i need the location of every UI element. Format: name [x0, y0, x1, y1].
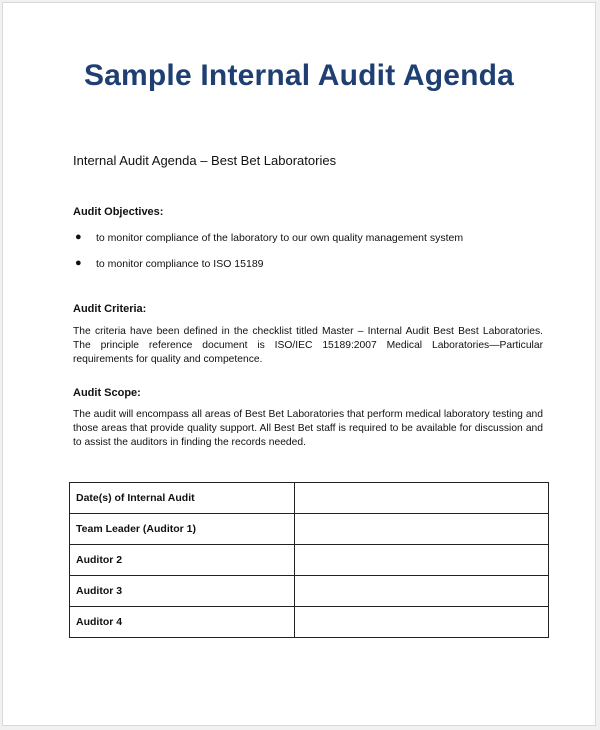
- criteria-heading: Audit Criteria:: [73, 303, 147, 315]
- row-label: Team Leader (Auditor 1): [70, 514, 295, 545]
- table-row: [70, 576, 549, 607]
- row-value-cell[interactable]: [295, 545, 549, 576]
- row-label: Auditor 2: [70, 545, 295, 576]
- objective-text: to monitor compliance to ISO 15189: [96, 258, 264, 270]
- table-row: [70, 483, 549, 514]
- document-page: [2, 2, 596, 726]
- table-row: [70, 514, 549, 545]
- bullet-icon: ●: [75, 257, 82, 269]
- row-label: Auditor 4: [70, 607, 295, 638]
- row-label: Date(s) of Internal Audit: [70, 483, 295, 514]
- document-subtitle: Internal Audit Agenda – Best Bet Laboratories: [73, 153, 337, 168]
- row-value-cell[interactable]: [295, 576, 549, 607]
- objectives-heading: Audit Objectives:: [73, 206, 164, 218]
- row-value-cell[interactable]: [295, 607, 549, 638]
- criteria-paragraph: The criteria have been defined in the checklist titled Master – Internal Audit Best Best Laboratories. The principle reference document is ISO/IEC 15189:2007 Medical Laboratories—Particular requirements for quality and competence.: [73, 326, 543, 365]
- document-title: Sample Internal Audit Agenda: [83, 59, 515, 92]
- table-row: [70, 607, 549, 638]
- bullet-icon: ●: [75, 231, 82, 243]
- scope-heading: Audit Scope:: [73, 387, 141, 399]
- table-row: [70, 545, 549, 576]
- row-value-cell[interactable]: [295, 514, 549, 545]
- row-label: Auditor 3: [70, 576, 295, 607]
- audit-team-table: [69, 482, 549, 638]
- scope-paragraph: The audit will encompass all areas of Best Bet Laboratories that perform medical laboratory testing and those areas that provide quality support. All Best Bet staff is required to be available for discussion and to assist the auditors in finding the records needed.: [73, 409, 543, 448]
- row-value-cell[interactable]: [295, 483, 549, 514]
- objective-text: to monitor compliance of the laboratory to our own quality management system: [96, 232, 464, 244]
